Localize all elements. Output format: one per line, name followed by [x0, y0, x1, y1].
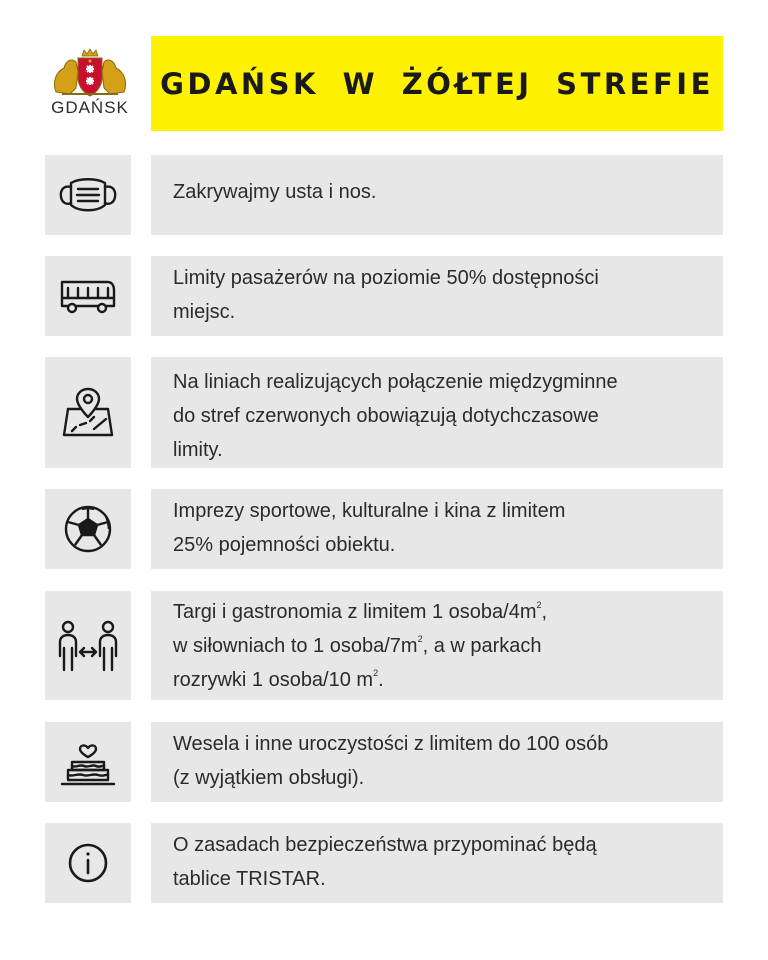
superscript: 2	[536, 600, 542, 610]
rule-text-line	[173, 595, 697, 629]
soccer-ball-icon	[62, 503, 114, 555]
rule-text	[151, 591, 723, 700]
rule-text	[151, 489, 723, 569]
rule-text	[151, 823, 723, 903]
title-banner	[151, 36, 723, 131]
rule-text-line: Wesela i inne uroczystości z limitem do 100 osób	[173, 733, 609, 755]
page-title: GDAŃSK W ŻÓŁTEJ STREFIE	[160, 66, 714, 101]
rule-text	[151, 357, 723, 468]
rule-icon-box	[45, 155, 131, 235]
rule-icon-box	[45, 823, 131, 903]
gdansk-logo	[45, 48, 135, 124]
rule-row-transport	[45, 256, 723, 336]
rule-text-line: (z wyjątkiem obsługi).	[173, 767, 365, 789]
rule-line1-text: Targi i gastronomia z limitem 1 osoba/4m	[173, 601, 537, 623]
rule-line2-text: w siłowniach to 1 osoba/7m	[173, 635, 418, 657]
map-pin-icon	[58, 385, 118, 441]
rule-row-info-boards	[45, 823, 723, 903]
wedding-cake-icon	[58, 736, 118, 788]
rule-text-line: miejsc.	[173, 301, 236, 323]
rule-text-line: Na liniach realizujących połączenie międzygminne	[173, 371, 618, 393]
rule-icon-box	[45, 256, 131, 336]
rule-text-line: do stref czerwonych obowiązują dotychczasowe	[173, 405, 599, 427]
bus-icon	[58, 276, 118, 316]
rule-text-line: Imprezy sportowe, kulturalne i kina z limitem	[173, 500, 566, 522]
rule-text	[151, 155, 723, 235]
rule-line3-end: .	[378, 669, 384, 691]
rule-line2-end: , a w parkach	[422, 635, 542, 657]
info-icon	[66, 841, 110, 885]
rule-row-weddings	[45, 722, 723, 802]
rule-line3-text: rozrywki 1 osoba/10 m	[173, 669, 374, 691]
rule-text-line: Zakrywajmy usta i nos.	[173, 181, 377, 203]
rule-text-line: tablice TRISTAR.	[173, 868, 326, 890]
superscript: 2	[373, 668, 379, 678]
rule-text	[151, 722, 723, 802]
rule-row-masks	[45, 155, 723, 235]
rule-text-line: 25% pojemności obiektu.	[173, 534, 396, 556]
rule-text-line	[173, 629, 697, 663]
rule-text-line: O zasadach bezpieczeństwa przypominać będą	[173, 834, 597, 856]
rule-text-line	[173, 663, 697, 697]
rule-text	[151, 256, 723, 336]
rule-text-line: limity.	[173, 439, 223, 461]
social-distance-icon	[56, 618, 120, 674]
rule-row-intermunicipal	[45, 357, 723, 468]
rule-icon-box	[45, 591, 131, 700]
rule-icon-box	[45, 357, 131, 468]
coat-of-arms-icon	[48, 48, 132, 98]
face-mask-icon	[57, 175, 119, 215]
rule-row-fairs-gastronomy	[45, 591, 723, 700]
superscript: 2	[417, 634, 423, 644]
logo-text: GDAŃSK	[51, 98, 129, 117]
rule-icon-box	[45, 722, 131, 802]
rule-text-line: Limity pasażerów na poziomie 50% dostępności	[173, 267, 599, 289]
rule-row-events	[45, 489, 723, 569]
rule-line1-end: ,	[541, 601, 548, 623]
rule-icon-box	[45, 489, 131, 569]
